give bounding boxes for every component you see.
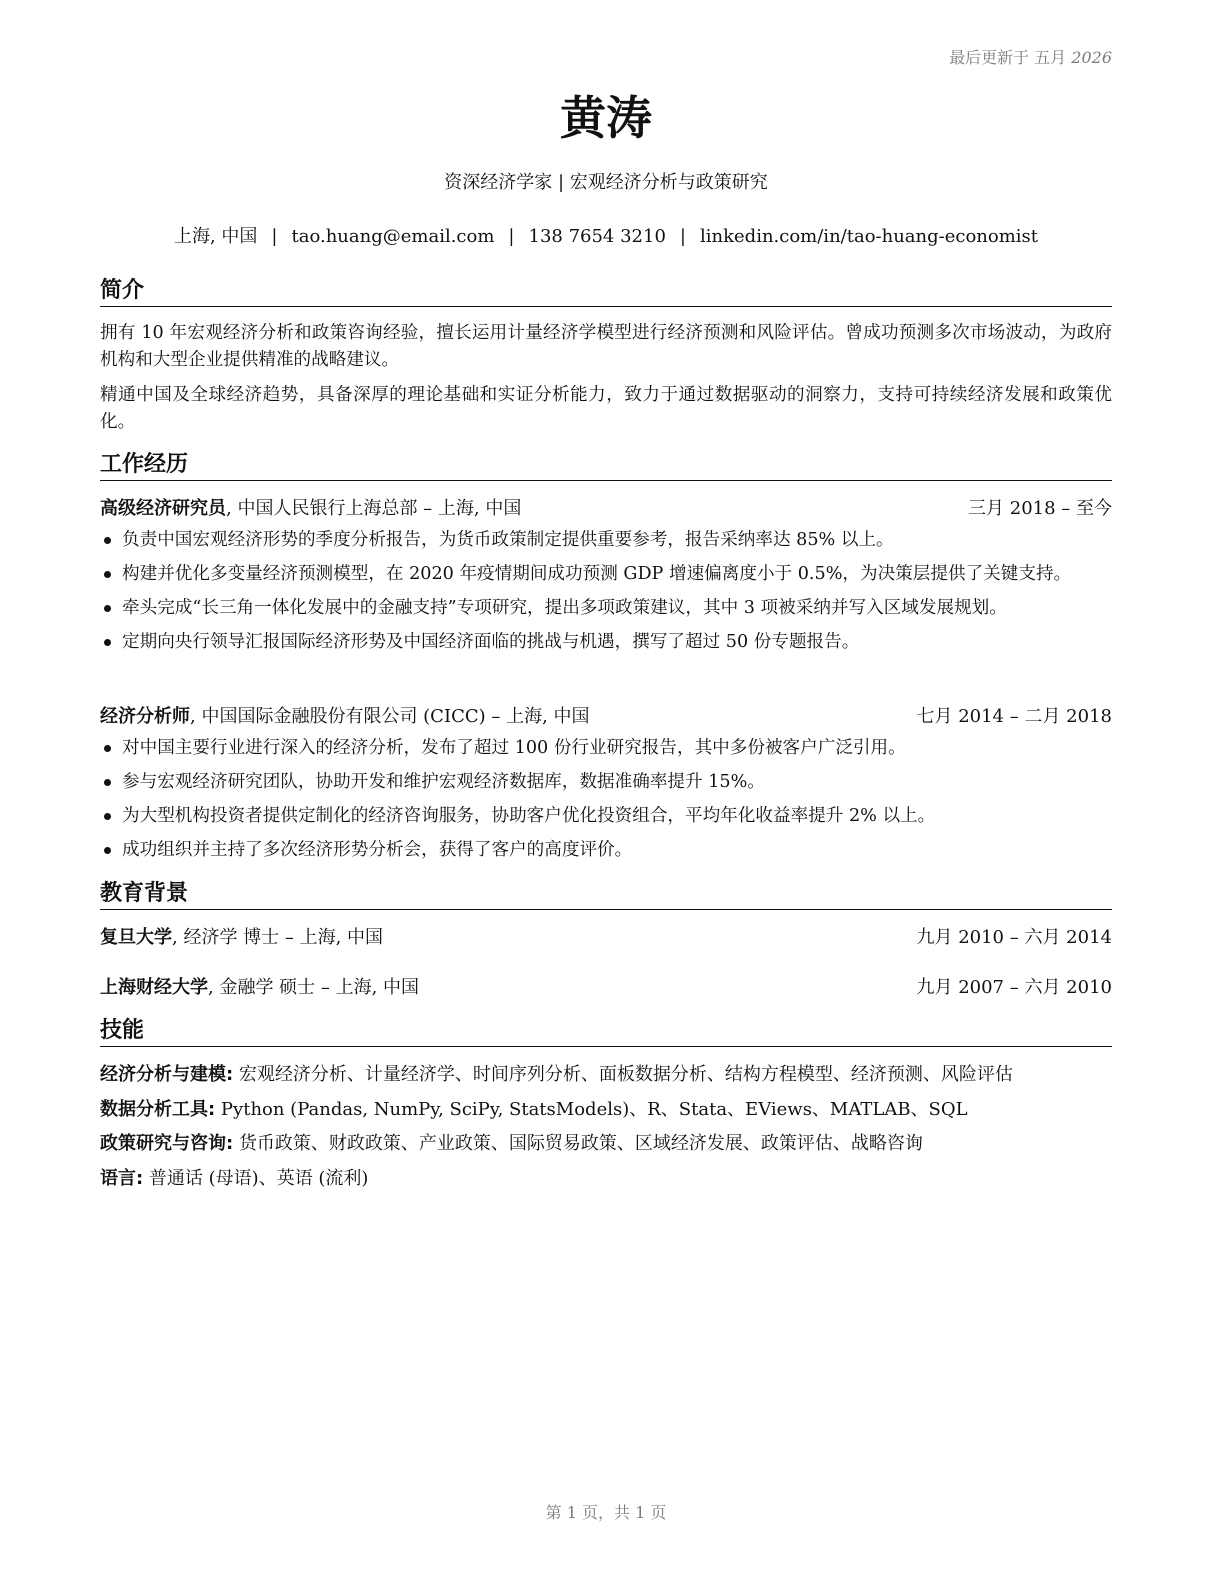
job-bullet: 为大型机构投资者提供定制化的经济咨询服务，协助客户优化投资组合，平均年化收益率提升 2% 以上。 <box>100 803 1112 830</box>
education-dates: 九月 2007 – 六月 2010 <box>916 977 1112 998</box>
job-bullets <box>100 527 1112 663</box>
job-bullet: 构建并优化多变量经济预测模型，在 2020 年疫情期间成功预测 GDP 增速偏离度小于 0.5%，为决策层提供了关键支持。 <box>100 561 1112 588</box>
job-dates: 七月 2014 – 二月 2018 <box>916 706 1112 727</box>
section-title-skills: 技能 <box>100 1016 1112 1047</box>
job-dates: 三月 2018 – 至今 <box>968 498 1112 519</box>
summary-paragraph: 拥有 10 年宏观经济分析和政策咨询经验，擅长运用计量经济学模型进行经济预测和风险评估。曾成功预测多次市场波动，为政府机构和大型企业提供精准的战略建议。 <box>100 323 1112 370</box>
skill-value: 普通话 (母语)、英语 (流利) <box>143 1168 369 1189</box>
section-title-experience: 工作经历 <box>100 450 1112 481</box>
job-role: 经济分析师 <box>100 706 190 727</box>
section-title-summary: 简介 <box>100 276 1112 307</box>
job-bullet: 负责中国宏观经济形势的季度分析报告，为货币政策制定提供重要参考，报告采纳率达 85% 以上。 <box>100 527 1112 554</box>
skill-row <box>100 1062 1112 1088</box>
job-bullet: 对中国主要行业进行深入的经济分析，发布了超过 100 份行业研究报告，其中多份被客户广泛引用。 <box>100 735 1112 762</box>
skill-label: 经济分析与建模: <box>100 1064 234 1085</box>
skill-label: 语言: <box>100 1168 144 1189</box>
education-item <box>100 925 1112 951</box>
contact-separator: | <box>508 226 515 247</box>
candidate-name: 黄涛 <box>560 91 652 145</box>
job-bullet: 牵头完成“长三角一体化发展中的金融支持”专项研究，提出多项政策建议，其中 3 项被采纳并写入区域发展规划。 <box>100 595 1112 622</box>
job-role: 高级经济研究员 <box>100 498 226 519</box>
last-updated <box>949 45 1112 68</box>
job-bullet: 定期向央行领导汇报国际经济形势及中国经济面临的挑战与机遇，撰写了超过 50 份专题报告。 <box>100 629 1112 656</box>
job-header <box>100 496 1112 522</box>
contact-linkedin[interactable]: linkedin.com/in/tao-huang-economist <box>700 226 1039 247</box>
skill-row <box>100 1131 1112 1157</box>
education-detail: , 金融学 硕士 – 上海, 中国 <box>208 977 420 998</box>
education-school: 上海财经大学 <box>100 977 208 998</box>
skill-value: Python (Pandas, NumPy, SciPy, StatsModels)、R、Stata、EViews、MATLAB、SQL <box>215 1099 968 1120</box>
skill-value: 货币政策、财政政策、产业政策、国际贸易政策、区域经济发展、政策评估、战略咨询 <box>233 1133 923 1154</box>
job-header <box>100 704 1112 730</box>
skill-value: 宏观经济分析、计量经济学、时间序列分析、面板数据分析、结构方程模型、经济预测、风险评估 <box>233 1064 1013 1085</box>
skill-label: 政策研究与咨询: <box>100 1133 234 1154</box>
summary-paragraph: 精通中国及全球经济趋势，具备深厚的理论基础和实证分析能力，致力于通过数据驱动的洞察力，支持可持续经济发展和政策优化。 <box>100 385 1112 432</box>
education-detail: , 经济学 博士 – 上海, 中国 <box>172 927 384 948</box>
contact-phone[interactable]: 138 7654 3210 <box>528 226 666 247</box>
last-updated-year: 2026 <box>1071 48 1112 67</box>
contact-separator: | <box>271 226 278 247</box>
job-bullet: 参与宏观经济研究团队，协助开发和维护宏观经济数据库，数据准确率提升 15%。 <box>100 769 1112 796</box>
skill-row <box>100 1097 1112 1123</box>
page-number: 第 1 页，共 1 页 <box>545 1503 667 1522</box>
last-updated-label: 最后更新于 五月 <box>949 48 1067 67</box>
contact-location: 上海, 中国 <box>173 226 258 247</box>
section-title-education: 教育背景 <box>100 879 1112 910</box>
contact-separator: | <box>679 226 686 247</box>
job-org: , 中国国际金融股份有限公司 (CICC) – 上海, 中国 <box>190 706 590 727</box>
skill-label: 数据分析工具: <box>100 1099 216 1120</box>
education-dates: 九月 2010 – 六月 2014 <box>916 927 1112 948</box>
candidate-headline: 资深经济学家 | 宏观经济分析与政策研究 <box>444 172 768 193</box>
job-bullet: 成功组织并主持了多次经济形势分析会，获得了客户的高度评价。 <box>100 837 1112 864</box>
contact-email[interactable]: tao.huang@email.com <box>291 226 495 247</box>
contact-line <box>100 224 1112 250</box>
education-school: 复旦大学 <box>100 927 172 948</box>
skill-row <box>100 1166 1112 1192</box>
job-bullets <box>100 735 1112 871</box>
education-item <box>100 975 1112 1001</box>
resume-page <box>100 0 1112 1584</box>
job-org: , 中国人民银行上海总部 – 上海, 中国 <box>226 498 522 519</box>
